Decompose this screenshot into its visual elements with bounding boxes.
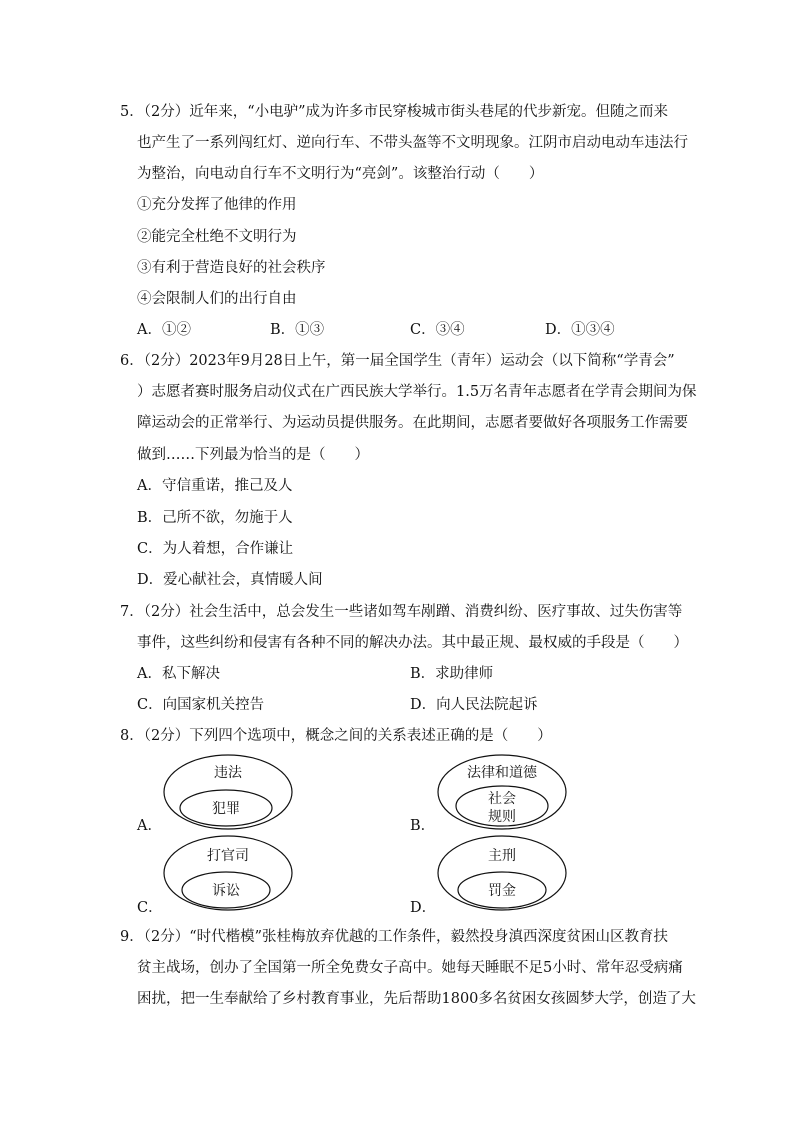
q8-option-b-label[interactable]: B． xyxy=(410,818,436,834)
q6-line-2: ）志愿者赛时服务启动仪式在广西民族大学举行。1.5万名青年志愿者在学青会期间为保 xyxy=(137,384,697,400)
q8-option-d-label[interactable]: D． xyxy=(410,900,437,916)
inner-label-1: 社会 xyxy=(488,791,516,807)
q6-line-1: 6．（2分）2023年9月28日上午，第一届全国学生（青年）运动会（以下简称“学青会” xyxy=(120,353,675,369)
q5-item-3: ③有利于营造良好的社会秩序 xyxy=(137,260,326,276)
q5-item-1: ①充分发挥了他律的作用 xyxy=(137,197,297,213)
outer-label: 打官司 xyxy=(207,848,249,864)
q6-option-b[interactable]: B．己所不欲，勿施于人 xyxy=(137,510,293,526)
q6-line-3: 障运动会的正常举行、为运动员提供服务。在此期间，志愿者要做好各项服务工作需要 xyxy=(137,415,688,431)
q8-option-a-label[interactable]: A． xyxy=(137,818,162,834)
q7-option-c[interactable]: C．向国家机关控告 xyxy=(137,697,265,713)
q5-item-2: ②能完全杜绝不文明行为 xyxy=(137,229,297,245)
outer-label: 法律和道德 xyxy=(467,765,537,781)
q6-option-a[interactable]: A．守信重诺，推己及人 xyxy=(137,478,293,494)
outer-label: 主刑 xyxy=(488,848,516,864)
q8-diagram-c[interactable] xyxy=(162,834,294,912)
q6-option-c[interactable]: C．为人着想，合作谦让 xyxy=(137,541,294,557)
outer-label: 违法 xyxy=(214,765,242,781)
q5-option-b[interactable]: B．①③ xyxy=(270,322,325,338)
q8-line-1: 8．（2分）下列四个选项中，概念之间的关系表述正确的是（ ） xyxy=(120,728,552,744)
q7-option-a[interactable]: A．私下解决 xyxy=(137,666,220,682)
q9-line-2: 贫主战场，创办了全国第一所全免费女子高中。她每天睡眠不足5小时、常年忍受病痛 xyxy=(137,960,683,976)
q5-line-1: 5．（2分）近年来，“小电驴”成为许多市民穿梭城市街头巷尾的代步新宠。但随之而来 xyxy=(120,104,669,120)
q5-option-c[interactable]: C．③④ xyxy=(410,322,465,338)
q9-line-1: 9．（2分）“时代楷模”张桂梅放弃优越的工作条件，毅然投身滇西深度贫困山区教育扶 xyxy=(120,929,669,945)
q7-line-2: 事件，这些纠纷和侵害有各种不同的解决办法。其中最正规、最权威的手段是（ ） xyxy=(137,635,688,651)
q8-diagram-d[interactable] xyxy=(436,834,568,912)
inner-label: 犯罪 xyxy=(212,801,240,817)
q7-option-b[interactable]: B．求助律师 xyxy=(410,666,494,682)
q6-line-4: 做到……下列最为恰当的是（ ） xyxy=(137,447,369,463)
q8-option-c-label[interactable]: C． xyxy=(137,900,163,916)
q9-line-3: 困扰，把一生奉献给了乡村教育事业，先后帮助1800多名贫困女孩圆梦大学，创造了大 xyxy=(137,991,696,1007)
q7-line-1: 7．（2分）社会生活中，总会发生一些诸如驾车剐蹭、消费纠纷、医疗事故、过失伤害等 xyxy=(120,604,683,620)
q6-option-d[interactable]: D．爱心献社会，真情暖人间 xyxy=(137,572,323,588)
q7-option-d[interactable]: D．向人民法院起诉 xyxy=(410,697,538,713)
q5-option-a[interactable]: A．①② xyxy=(137,322,191,338)
inner-label: 罚金 xyxy=(488,883,516,899)
q8-diagram-a[interactable] xyxy=(162,753,294,831)
q5-option-d[interactable]: D．①③④ xyxy=(545,322,615,338)
q5-line-2: 也产生了一系列闯红灯、逆向行车、不带头盔等不文明现象。江阴市启动电动车违法行 xyxy=(137,135,688,151)
q8-diagram-b[interactable] xyxy=(436,753,568,831)
q5-line-3: 为整治，向电动自行车不文明行为“亮剑”。该整治行动（ ） xyxy=(137,166,544,182)
inner-label: 诉讼 xyxy=(212,883,240,899)
q5-item-4: ④会限制人们的出行自由 xyxy=(137,291,297,307)
inner-label-2: 规则 xyxy=(488,809,516,825)
